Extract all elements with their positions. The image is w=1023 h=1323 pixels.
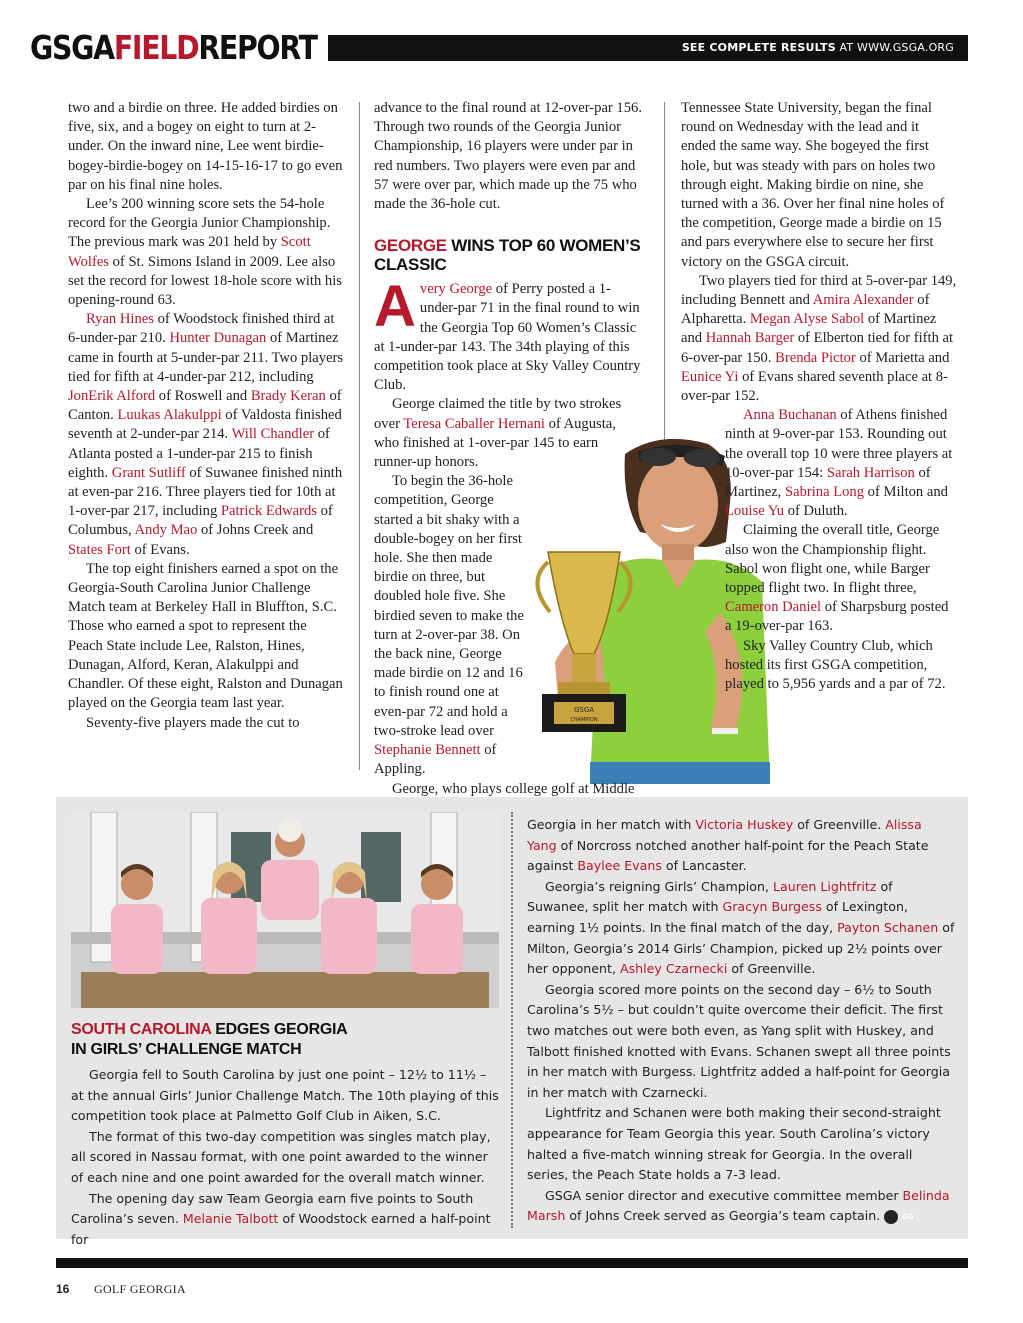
player-name: Ryan Hines bbox=[86, 311, 154, 328]
player-name: Ashley Czarnecki bbox=[619, 961, 728, 977]
column-divider-dotted bbox=[511, 812, 513, 1228]
page-number: 16 bbox=[56, 1282, 70, 1296]
player-name: very George bbox=[419, 281, 493, 298]
sidebar-right-column bbox=[527, 815, 955, 1227]
player-name: Megan Alyse Sabol bbox=[749, 311, 865, 328]
photo-wrap-space bbox=[681, 406, 725, 752]
paragraph: Avery George of Perry posted a 1-under-par 71 in the final round to win the Georgia Top 60 Women’s Classic at 1-under-par 143. The 34th playing of this competition took place at Sky Valley Country Club. bbox=[374, 274, 641, 394]
paragraph: advance to the final round at 12-over-par 156. Through two rounds of the Georgia Junior Championship, 16 players were under par in red numbers. Two players were even par and 57 were over par, which made up the 75 who made the 36-hole cut. bbox=[374, 100, 642, 213]
player-name: Hunter Dunagan bbox=[169, 330, 267, 347]
paragraph: The opening day saw Team Georgia earn five points to South Carolina’s seven. Melanie Talbott of Woodstock earned a half-point for bbox=[71, 1190, 491, 1247]
player-name: Baylee Evans bbox=[577, 858, 662, 874]
player-name: Payton Schanen bbox=[837, 919, 939, 935]
player-name: JonErik Alford bbox=[68, 388, 156, 405]
team-georgia-photo bbox=[71, 812, 499, 1008]
player-name: Will Chandler bbox=[231, 426, 315, 443]
footer-bar bbox=[56, 1258, 968, 1268]
magazine-name: GOLF GEORGIA bbox=[94, 1282, 186, 1296]
article-column-1 bbox=[68, 99, 344, 733]
paragraph: Seventy-five players made the cut to bbox=[86, 714, 300, 731]
paragraph: George, who plays college golf at Middle bbox=[392, 780, 635, 797]
paragraph: To begin the 36-hole competition, George started a bit shaky with a double-bogey on her first hole. She then made birdie on three, but doubled hole five. She birdied seven to make the turn at 2-over-par 38. On the back nine, George made birdie on 12 and 16 to finish round one at even-par 72 and hold a two-stroke lead over Stephanie Bennett of Appling. bbox=[374, 473, 524, 778]
player-name: Cameron Daniel bbox=[725, 599, 822, 616]
results-link[interactable]: SEE COMPLETE RESULTS AT WWW.GSGA.ORG bbox=[681, 41, 954, 54]
photo-wrap-space bbox=[526, 472, 644, 772]
paragraph: Two players tied for third at 5-over-par 149, including Bennett and Amira Alexander of Alpharetta. Megan Alyse Sabol of Martinez and Hannah Barger of Elberton tied for fifth at 6-over-par 150. Brenda Pictor of Marietta and Eunice Yi of Evans shared seventh place at 8-over-par 152. bbox=[681, 272, 957, 405]
plaque-brand: GSGA bbox=[573, 706, 595, 714]
player-name: Brady Keran bbox=[250, 388, 326, 405]
paragraph: The format of this two-day competition was singles match play, all scored in Nassau format, with one point awarded to the winner of each nine and one point awarded for the overall match winner. bbox=[71, 1128, 491, 1185]
end-mark-icon: GG bbox=[884, 1210, 898, 1224]
magazine-section-logo bbox=[30, 28, 317, 68]
player-name: Amira Alexander bbox=[812, 292, 914, 309]
player-name: Melanie Talbott bbox=[182, 1211, 279, 1227]
article-column-3 bbox=[681, 99, 957, 752]
sidebar-left-column bbox=[71, 1020, 501, 1250]
column-rule bbox=[359, 102, 360, 770]
player-name: Louise Yu bbox=[725, 503, 785, 520]
section-heading: GEORGE WINS TOP 60 WOMEN’S CLASSIC bbox=[374, 236, 641, 275]
paragraph: Georgia fell to South Carolina by just one point – 12½ to 11½ – at the annual Girls’ Junior Challenge Match. The 10th playing of this competition took place at Palmetto Golf Club in Aiken, S.C. bbox=[71, 1067, 499, 1124]
dropcap: A bbox=[374, 274, 416, 340]
player-name: Brenda Pictor bbox=[775, 349, 856, 366]
logo-part-gsga: GSGA bbox=[30, 28, 114, 67]
paragraph: Georgia in her match with Victoria Huskey of Greenville. Alissa Yang of Norcross notched another half-point for the Peach State against Baylee Evans of Lancaster. bbox=[527, 817, 929, 874]
player-name: Andy Mao bbox=[134, 522, 198, 539]
paragraph: Claiming the overall title, George also won the Championship flight. Sabol won flight one, while Barger topped flight two. In flight three, Cameron Daniel of Sharpsburg posted a 19-over-par 163. bbox=[725, 522, 949, 635]
paragraph: Georgia scored more points on the second day – 6½ to South Carolina’s 5½ – but couldn’t quite overcome their deficit. The first two matches out were both even, as Yang split with Huskey, and Talbott finished knotted with Evans. Schanen swept all three points in her match with Burgess. Lightfritz added a half-point for Georgia in her match with Czarnecki. bbox=[527, 981, 951, 1100]
paragraph: Tennessee State University, began the final round on Wednesday with the lead and it ended the same way. She bogeyed the first hole, but was steady with pars on holes two through eight. Making birdie on nine, she turned with a 36. Over her final nine holes of the competition, George made a birdie on 15 and pars everywhere else to secure her first victory on the GSGA circuit. bbox=[681, 100, 945, 270]
player-name: Patrick Edwards bbox=[220, 503, 317, 520]
paragraph: Anna Buchanan of Athens finished ninth at 9-over-par 153. Rounding out the overall top 10 were three players at 10-over-par 154: Sarah Harrison of Martinez, Sabrina Long of Milton and Louise Yu of Duluth. bbox=[725, 407, 953, 520]
paragraph: Sky Valley Country Club, which hosted its first GSGA competition, played to 5,956 yards and a par of 72. bbox=[725, 637, 946, 693]
article-column-2 bbox=[374, 99, 644, 799]
player-name: Teresa Caballer Hernani bbox=[403, 415, 545, 432]
paragraph: Lee’s 200 winning score sets the 54-hole record for the Georgia Junior Championship. The previous mark was 201 held by Scott Wolfes of St. Simons Island in 2009. Lee also set the record for lowest 18-hole score with his opening-round 63. bbox=[68, 196, 342, 309]
player-name: Hannah Barger bbox=[705, 330, 795, 347]
player-name: Victoria Huskey bbox=[695, 817, 794, 832]
player-name: Stephanie Bennett bbox=[374, 742, 481, 759]
player-name: Luukas Alakulppi bbox=[117, 407, 222, 424]
player-name: Lauren Lightfritz bbox=[773, 878, 877, 894]
paragraph: GSGA senior director and executive committee member Belinda Marsh of Johns Creek served as Georgia’s team captain. GG bbox=[527, 1187, 950, 1224]
paragraph: Georgia’s reigning Girls’ Champion, Lauren Lightfritz of Suwanee, split her match with Gracyn Burgess of Lexington, earning 1½ points. In the final match of the day, Payton Schanen of Milton, Georgia’s 2014 Girls’ Champion, picked up 2½ points over her opponent, Ashley Czarnecki of Greenville. bbox=[527, 878, 955, 977]
header-bar bbox=[328, 35, 968, 61]
paragraph: George claimed the title by two strokes over Teresa Caballer Hernani of Augusta, who finished at 1-over-par 145 to earn runner-up honors. bbox=[374, 396, 622, 471]
player-name: Alissa Yang bbox=[527, 817, 922, 853]
player-name: States Fort bbox=[68, 541, 131, 558]
player-name: Grant Sutliff bbox=[111, 464, 186, 481]
sidebar-heading: SOUTH CAROLINA EDGES GEORGIA IN GIRLS’ CHALLENGE MATCH bbox=[71, 1021, 348, 1058]
paragraph: Ryan Hines of Woodstock finished third at 6-under-par 210. Hunter Dunagan of Martinez came in fourth at 5-under-par 211. Two players tied for fifth at 4-under-par 212, including JonErik Alford of Roswell and Brady Keran of Canton. Luukas Alakulppi of Valdosta finished seventh at 2-under-par 214. Will Chandler of Atlanta posted a 1-under-par 215 to finish eighth. Grant Sutliff of Suwanee finished ninth at even-par 216. Three players tied for 10th at 1-over-par 217, including Patrick Edwards of Columbus, Andy Mao of Johns Creek and States Fort of Evans. bbox=[68, 311, 344, 558]
player-name: Belinda Marsh bbox=[527, 1187, 950, 1224]
player-name: Gracyn Burgess bbox=[722, 899, 822, 915]
plaque-text: CHAMPION bbox=[570, 717, 598, 723]
player-name: Anna Buchanan bbox=[743, 407, 837, 424]
player-name: Sabrina Long bbox=[784, 484, 865, 501]
paragraph: The top eight finishers earned a spot on the Georgia-South Carolina Junior Challenge Match team at Berkeley Hall in Bluffton, S.C. Those who earned a spot to represent the Peach State include Lee, Ralston, Hines, Dunagan, Alford, Keran, Alakulppi and Chandler. Of these eight, Ralston and Dunagan played on the Georgia team last year. bbox=[68, 560, 343, 712]
player-name: Scott Wolfes bbox=[68, 234, 311, 270]
player-name: Eunice Yi bbox=[681, 368, 739, 385]
player-name: Sarah Harrison bbox=[826, 464, 915, 481]
paragraph: two and a birdie on three. He added birdies on five, six, and a bogey on eight to turn at 2-under. On the inward nine, Lee went birdie-bogey-birdie-bogey on 14-15-16-17 to go even par on his final nine holes. bbox=[68, 100, 343, 193]
logo-part-report: REPORT bbox=[198, 28, 317, 67]
logo-part-field: FIELD bbox=[113, 28, 199, 67]
paragraph: Lightfritz and Schanen were both making their second-straight appearance for Team Georgia this year. South Carolina’s victory halted a five-match winning streak for Georgia. In the overall series, the Peach State holds a 7-3 lead. bbox=[527, 1105, 941, 1183]
